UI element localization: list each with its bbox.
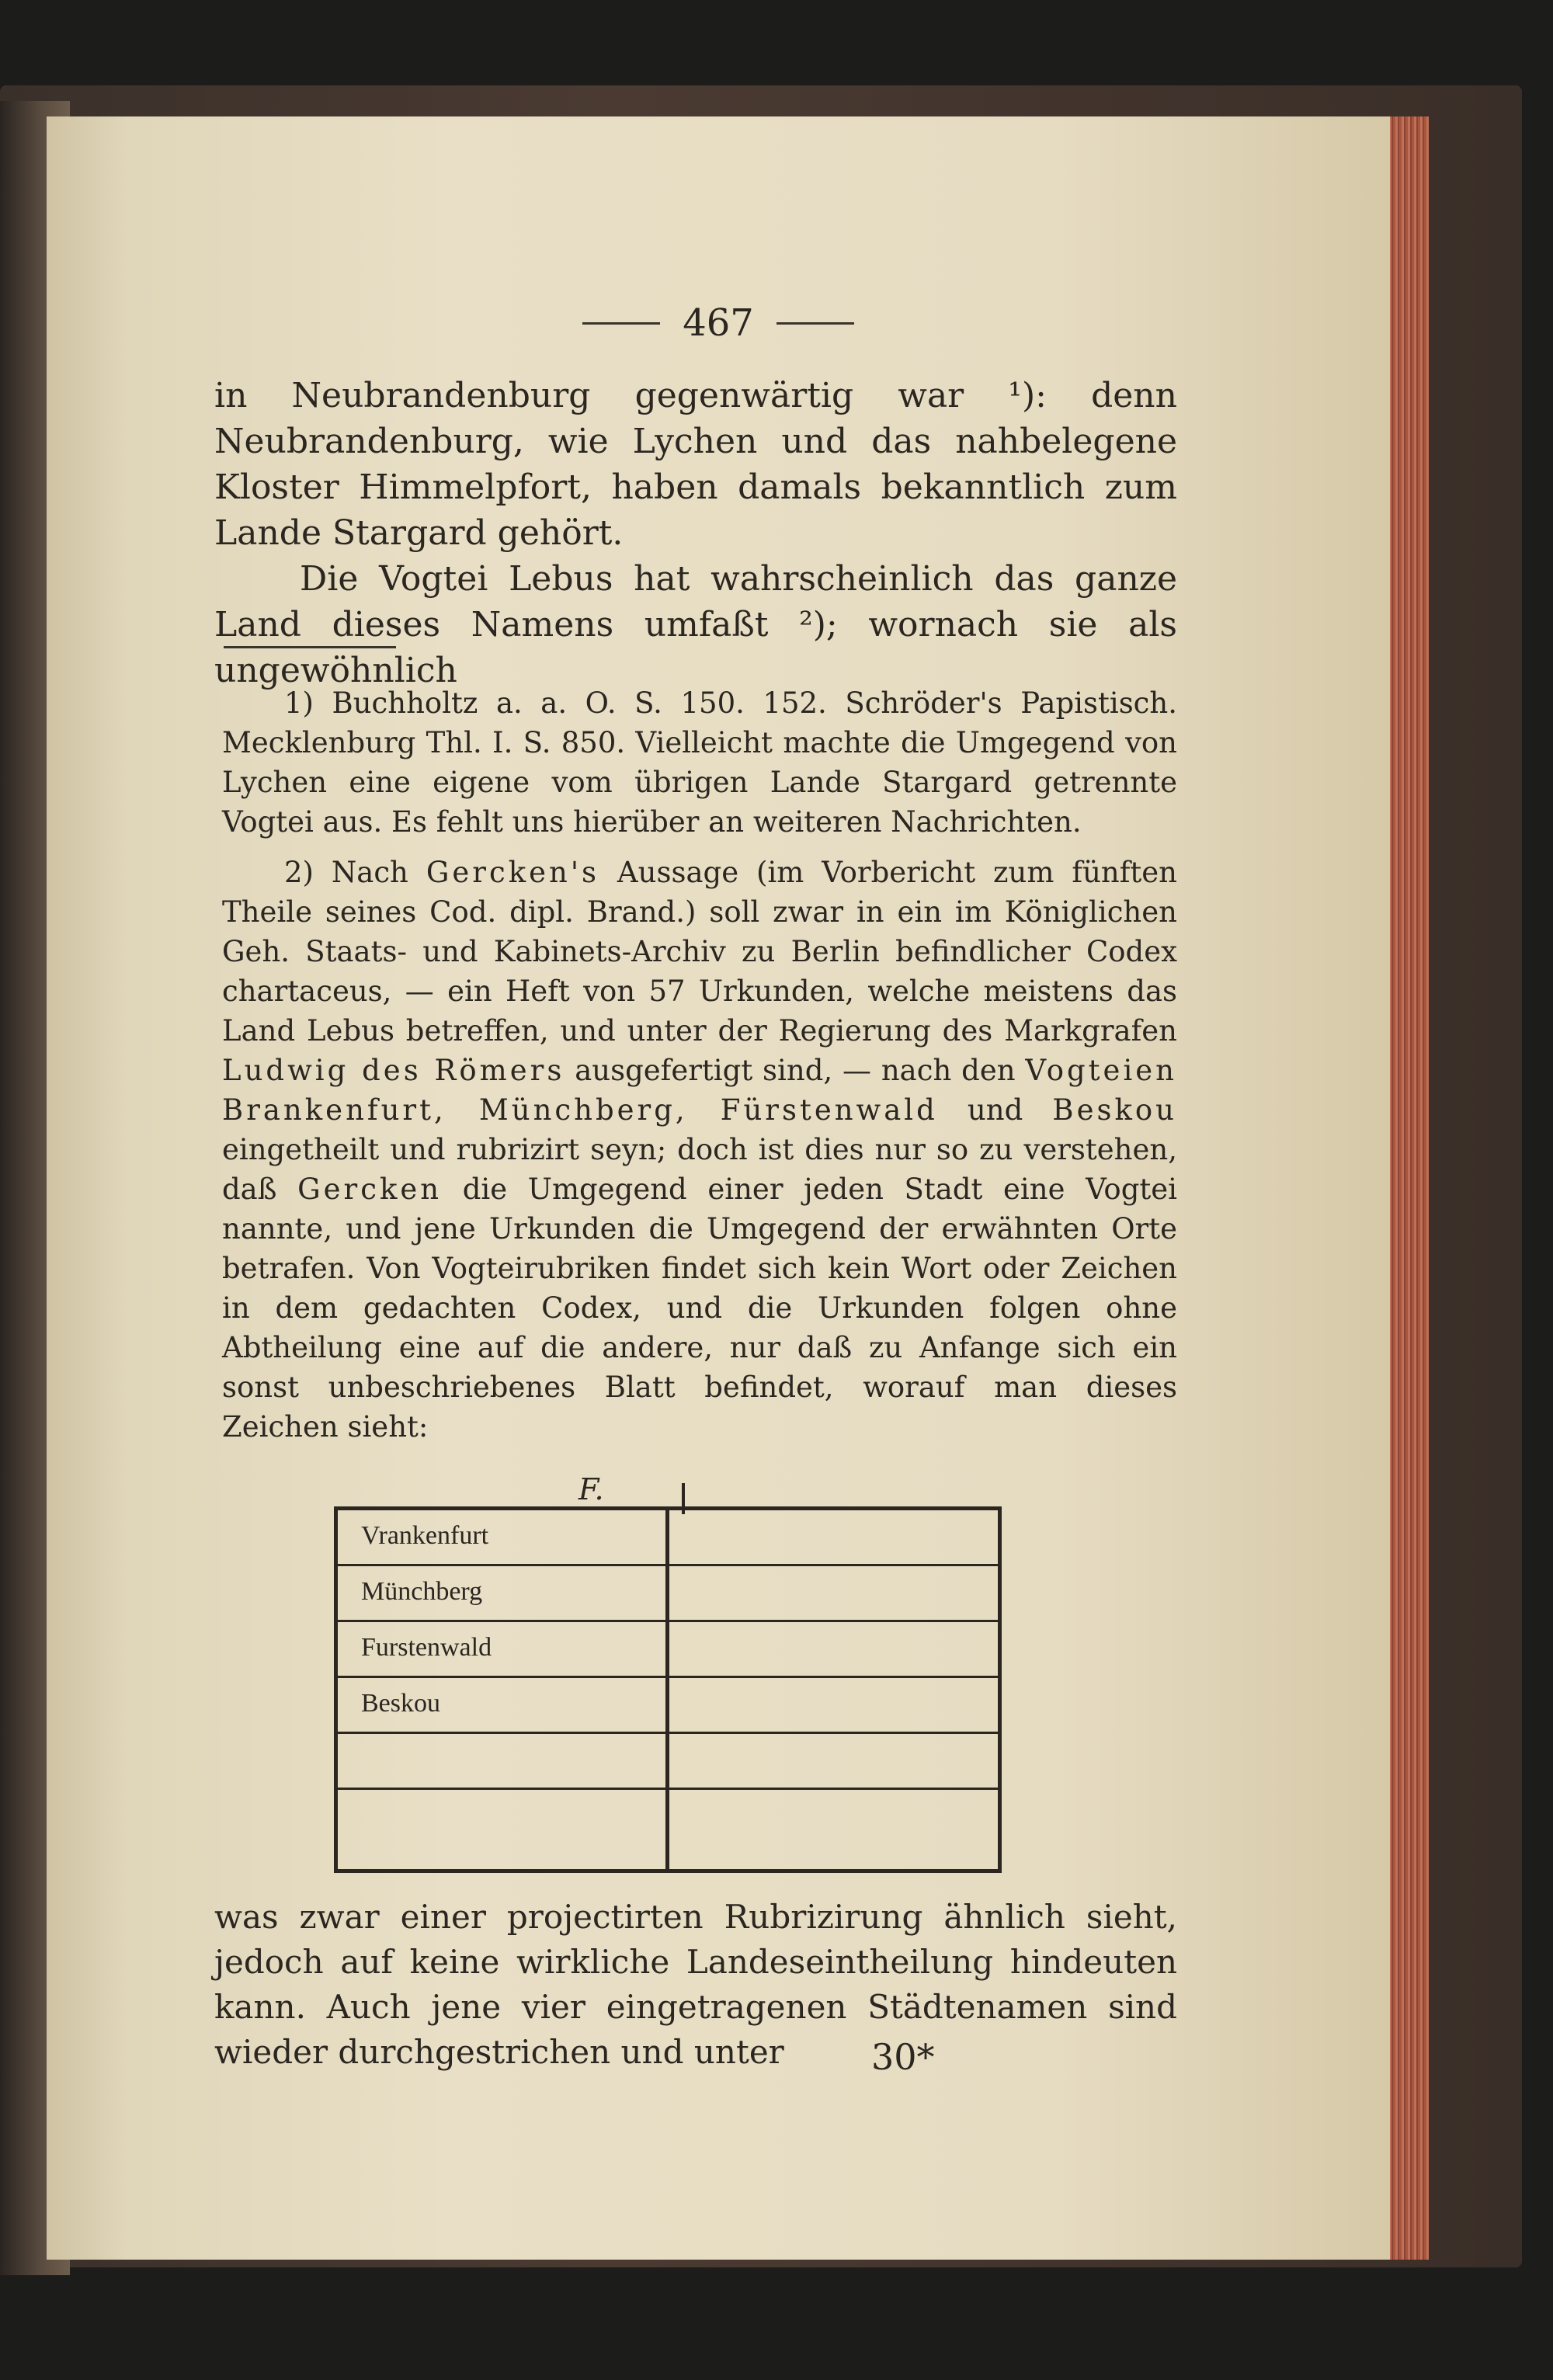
fn2-ludwig: Ludwig des Römers <box>222 1054 565 1087</box>
header-dash-right <box>776 322 854 325</box>
table-cell: Münchberg <box>361 1577 483 1606</box>
footnotes <box>222 683 1177 1447</box>
body-paragraph-2: Die Vogtei Lebus hat wahrscheinlich das ganze Land dieses Namens umfaßt ²); wornach sie als ungewöhnlich <box>214 559 1177 690</box>
table-row <box>338 1622 665 1678</box>
continuation-paragraph: was zwar einer projectirten Rubrizirung ähnlich sieht, jedoch auf keine wirkliche Landeseintheilung hindeuten kann. Auch jene vier eingetragenen Städtenamen sind wieder durchgestrichen und unter <box>214 1898 1177 2071</box>
page-number: 467 <box>683 301 754 345</box>
table-row-right <box>669 1678 998 1734</box>
table-row <box>338 1678 665 1734</box>
table-row <box>338 1566 665 1622</box>
fn2-part2: Aussage (im Vorbericht zum fünften Theile seines Cod. dipl. Brand.) soll zwar in ein im Königlichen Geh. Staats- und Kabinets-Archiv zu Berlin befindlicher Codex chartaceus, — ein Heft von 57 Urkunden, welche meistens das Land Lebus betreffen, und unter der Regierung des Markgrafen <box>222 856 1178 1048</box>
fn2-part5: eingetheilt und rubrizirt seyn; doch ist dies nur so zu verstehen, daß <box>222 1133 1177 1206</box>
table-row-right <box>669 1510 998 1566</box>
fn2-part1: 2) Nach <box>284 856 426 889</box>
table-row <box>338 1510 665 1566</box>
table-row <box>338 1734 665 1790</box>
table-row <box>338 1790 665 1846</box>
fn2-gercken-2: Gercken <box>297 1173 443 1206</box>
continuation-text <box>214 1895 1177 2075</box>
table-cell: Vrankenfurt <box>361 1521 489 1550</box>
table-row-right <box>669 1622 998 1678</box>
fn2-part4: und <box>937 1093 1053 1127</box>
footnote-1: 1) Buchholtz a. a. O. S. 150. 152. Schröder's Papistisch. Mecklenburg Thl. I. S. 850. Vielleicht machte die Umgegend von Lychen eine eigene vom übrigen Lande Stargard getrennte Vogtei aus. Es fehlt uns hierüber an weiteren Nachrichten. <box>222 686 1177 839</box>
fn2-beskou: Beskou <box>1052 1093 1177 1127</box>
table-row-right <box>669 1566 998 1622</box>
fn2-part3: ausgefertigt sind, — nach den <box>565 1054 1026 1087</box>
footnote-2 <box>222 853 1177 1447</box>
footnote-rule <box>224 646 396 648</box>
table-cell: Furstenwald <box>361 1633 492 1662</box>
vogtei-sign-table <box>334 1506 1002 1873</box>
table-row-right <box>669 1734 998 1790</box>
page-header <box>47 301 1390 345</box>
fn2-vogteien: Vogteien Brankenfurt, Münchberg, Fürstenwald <box>222 1054 1177 1127</box>
fn2-part6: die Umgegend einer jeden Stadt eine Vogtei nannte, und jene Urkunden die Umgegend der erwähnten Orte betrafen. Von Vogteirubriken findet sich kein Wort oder Zeichen in dem gedachten Codex, und die Urkunden folgen ohne Abtheilung eine auf die andere, nur daß zu Anfange sich ein sonst unbeschriebenes Blatt befindet, worauf man dieses Zeichen sieht: <box>222 1173 1177 1444</box>
signature-mark: 30* <box>871 2036 935 2078</box>
figure-label: F. <box>578 1472 604 1506</box>
book-page <box>47 116 1390 2260</box>
header-dash-left <box>582 322 660 325</box>
fn2-gercken: Gercken's <box>426 856 599 889</box>
table-cell: Beskou <box>361 1689 440 1718</box>
body-paragraph-1: in Neubrandenburg gegenwärtig war ¹): denn Neubrandenburg, wie Lychen und das nahbelegene Kloster Himmelpfort, haben damals bekanntlich zum Lande Stargard gehört. <box>214 376 1177 553</box>
